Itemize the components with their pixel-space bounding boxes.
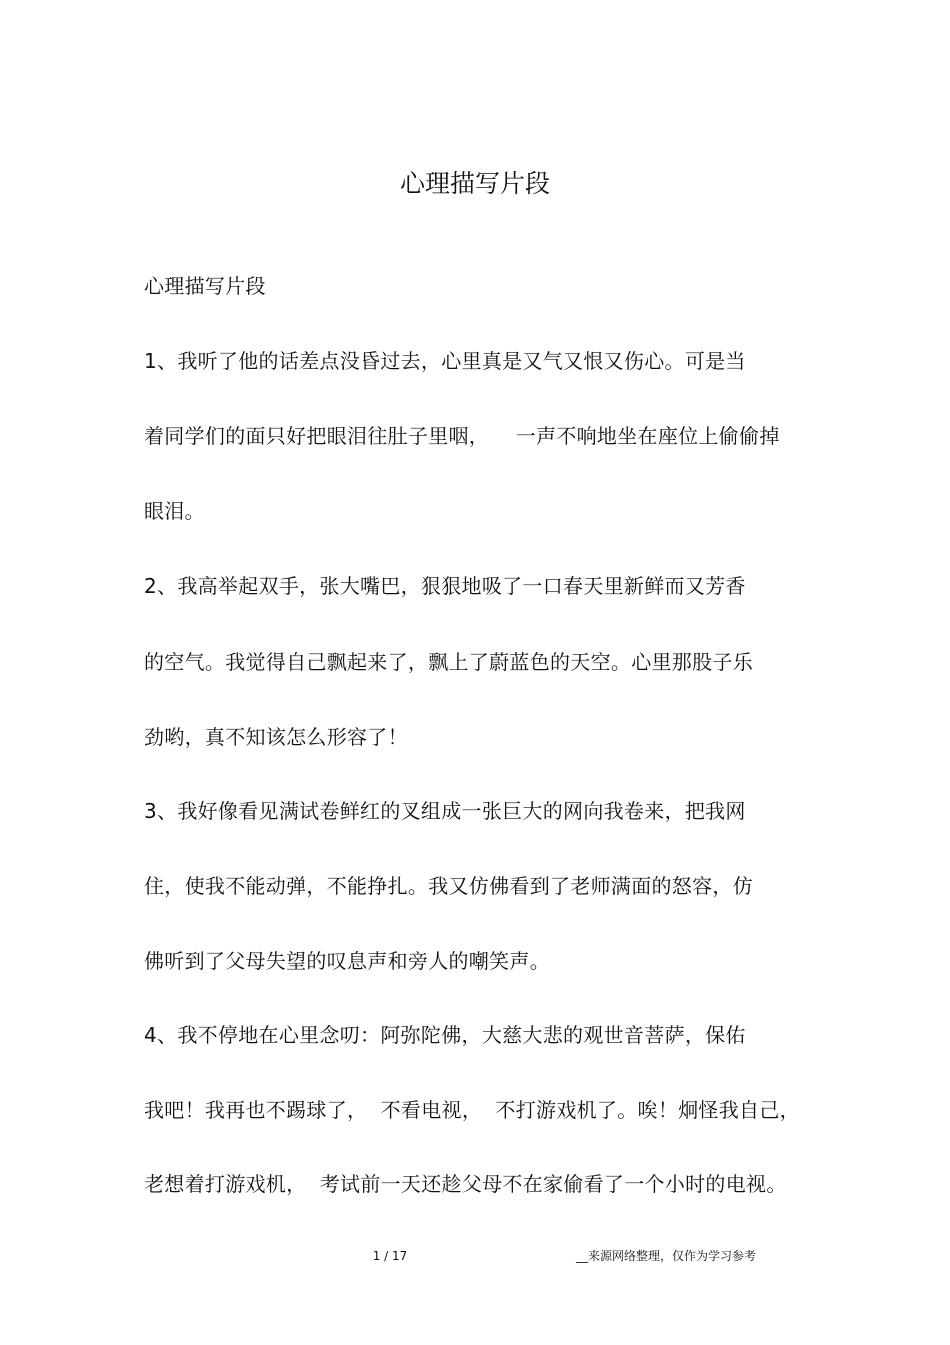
source-note: __来源网络整理，仅作为学习参考 (576, 1249, 757, 1263)
page-indicator: 1 / 17 (372, 1249, 408, 1263)
text-line: 眼泪。 (144, 499, 205, 523)
text-line: 劲哟，真不知该怎么形容了！ (144, 725, 408, 749)
section-heading: 心理描写片段 (144, 274, 266, 298)
text-line: 我吧！我再也不踢球了， 不看电视， 不打游戏机了。唉！炯怪我自己， (144, 1098, 800, 1122)
text-line: 2、我高举起双手，张大嘴巴，狠狠地吸了一口春天里新鲜而又芳香 (144, 574, 746, 598)
document-title: 心理描写片段 (399, 169, 550, 198)
text-line: 着同学们的面只好把眼泪往肚子里咽， 一声不响地坐在座位上偷偷掉 (144, 424, 780, 448)
text-line: 的空气。我觉得自己飘起来了，飘上了蔚蓝色的天空。心里那股子乐 (144, 650, 753, 674)
text-line: 3、我好像看见满试卷鲜红的叉组成一张巨大的网向我卷来，把我网 (144, 799, 746, 823)
text-line: 佛听到了父母失望的叹息声和旁人的嘲笑声。 (144, 949, 550, 973)
text-line: 1、我听了他的话差点没昏过去，心里真是又气又恨又伤心。可是当 (144, 349, 746, 373)
text-line: 4、我不停地在心里念叨：阿弥陀佛，大慈大悲的观世音菩萨，保佑 (144, 1023, 746, 1047)
text-line: 老想着打游戏机， 考试前一天还趁父母不在家偷看了一个小时的电视。 (144, 1172, 787, 1196)
text-line: 住，使我不能动弹，不能挣扎。我又仿佛看到了老师满面的怒容，仿 (144, 874, 753, 898)
